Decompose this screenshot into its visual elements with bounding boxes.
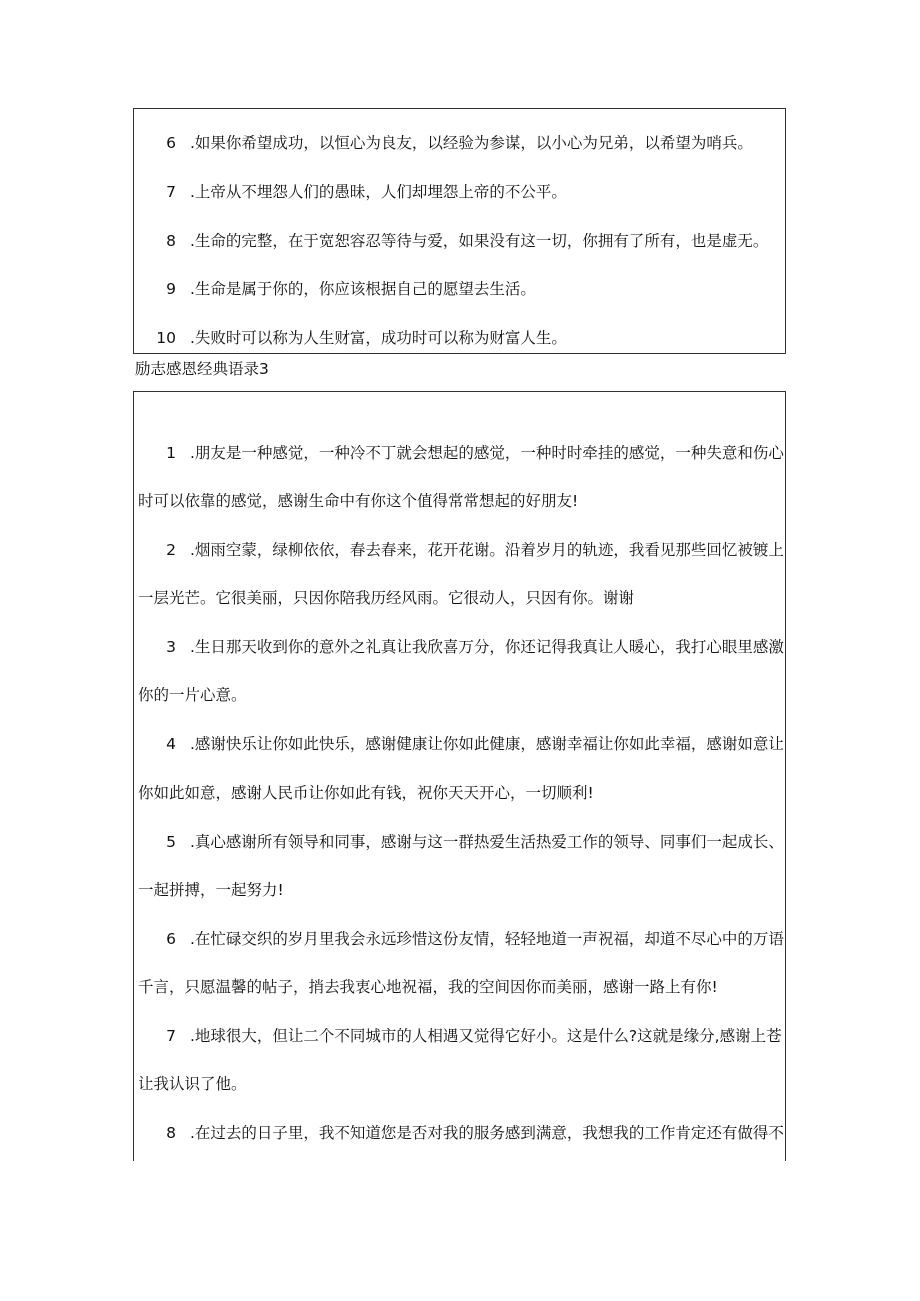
quote-item-line2 xyxy=(134,878,785,902)
quote-text-continued: 时可以依靠的感觉，感谢生命中有你这个值得常常想起的好朋友! xyxy=(138,492,579,510)
quote-text: .失败时可以称为人生财富，成功时可以称为财富人生。 xyxy=(190,329,567,347)
quote-text: .在过去的日子里，我不知道您是否对我的服务感到满意，我想我的工作肯定还有做得不 xyxy=(190,1124,784,1142)
quote-text-continued: 一起拼搏，一起努力! xyxy=(138,881,284,899)
quote-item-line1 xyxy=(134,1121,785,1145)
quote-item-line1 xyxy=(134,441,785,465)
quote-item xyxy=(134,326,785,350)
quote-item xyxy=(134,180,785,204)
quote-number: 9 xyxy=(166,280,176,298)
quote-text: .烟雨空蒙，绿柳依依，春去春来，花开花谢。沿着岁月的轨迹，我看见那些回忆被镀上 xyxy=(190,541,784,559)
quote-item-line2 xyxy=(134,489,785,513)
quote-text-continued: 让我认识了他。 xyxy=(138,1075,247,1093)
quote-item xyxy=(134,131,785,155)
quote-number: 3 xyxy=(166,638,176,656)
quote-item-line1 xyxy=(134,927,785,951)
quote-text: .真心感谢所有领导和同事，感谢与这一群热爱生活热爱工作的领导、同事们一起成长、 xyxy=(190,833,784,851)
quote-number: 5 xyxy=(166,833,176,851)
quote-text: .生命是属于你的，你应该根据自己的愿望去生活。 xyxy=(190,280,536,298)
quote-number: 10 xyxy=(156,329,176,347)
quote-item-line2 xyxy=(134,975,785,999)
quote-item-line2 xyxy=(134,683,785,707)
quote-item xyxy=(134,229,785,253)
quote-item-line1 xyxy=(134,538,785,562)
quote-text: .上帝从不埋怨人们的愚昧，人们却埋怨上帝的不公平。 xyxy=(190,183,567,201)
quote-text-continued: 你的一片心意。 xyxy=(138,686,247,704)
quote-number: 6 xyxy=(166,134,176,152)
quote-text-continued: 你如此如意，感谢人民币让你如此有钱，祝你天天开心，一切顺利! xyxy=(138,784,594,802)
quotes-box-bottom xyxy=(133,391,786,1161)
quote-item xyxy=(134,277,785,301)
quote-number: 2 xyxy=(166,541,176,559)
quote-text: .如果你希望成功，以恒心为良友，以经验为参谋，以小心为兄弟，以希望为哨兵。 xyxy=(190,134,753,152)
quote-item-line2 xyxy=(134,781,785,805)
quote-number: 8 xyxy=(166,232,176,250)
quote-item-line2 xyxy=(134,1072,785,1096)
quotes-box-top xyxy=(133,108,786,354)
quote-text-continued: 一层光芒。它很美丽，只因你陪我历经风雨。它很动人，只因有你。谢谢 xyxy=(138,589,635,607)
quote-text: .感谢快乐让你如此快乐，感谢健康让你如此健康，感谢幸福让你如此幸福，感谢如意让 xyxy=(190,735,784,753)
quote-text: .生日那天收到你的意外之礼真让我欣喜万分，你还记得我真让人暖心，我打心眼里感激 xyxy=(190,638,784,656)
quote-number: 6 xyxy=(166,930,176,948)
quote-text-continued: 千言，只愿温馨的帖子，捎去我衷心地祝福，我的空间因你而美丽，感谢一路上有你! xyxy=(138,978,718,996)
quote-item-line1 xyxy=(134,732,785,756)
quote-number: 4 xyxy=(166,735,176,753)
quote-text: .在忙碌交织的岁月里我会永远珍惜这份友情，轻轻地道一声祝福，却道不尽心中的万语 xyxy=(190,930,784,948)
quote-number: 1 xyxy=(166,444,176,462)
quote-text: .朋友是一种感觉，一种冷不丁就会想起的感觉，一种时时牵挂的感觉，一种失意和伤心 xyxy=(190,444,784,462)
quote-number: 7 xyxy=(166,183,176,201)
quote-item-line1 xyxy=(134,1024,785,1048)
quote-item-line1 xyxy=(134,830,785,854)
section-heading: 励志感恩经典语录3 xyxy=(135,360,269,378)
quote-text: .生命的完整，在于宽恕容忍等待与爱，如果没有这一切，你拥有了所有，也是虚无。 xyxy=(190,232,769,250)
quote-item-line1 xyxy=(134,635,785,659)
quote-number: 8 xyxy=(166,1124,176,1142)
quote-number: 7 xyxy=(166,1027,176,1045)
quote-item-line2 xyxy=(134,586,785,610)
quote-text: .地球很大，但让二个不同城市的人相遇又觉得它好小。这是什么?这就是缘分,感谢上苍 xyxy=(190,1027,782,1045)
